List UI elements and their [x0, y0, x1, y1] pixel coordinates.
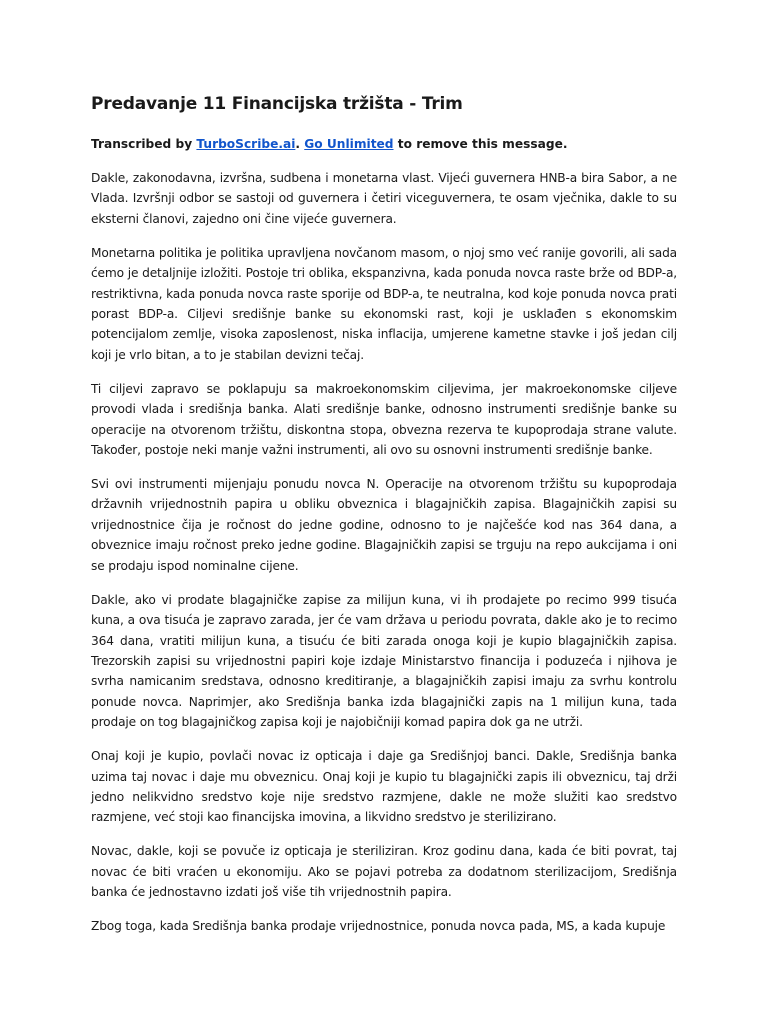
document-page [91, 92, 677, 950]
paragraph: Dakle, zakonodavna, izvršna, sudbena i monetarna vlast. Vijeći guvernera HNB-a bira Sabor, a ne Vlada. Izvršnji odbor se sastoji od guvernera i četiri viceguvernera, te osam vječnika, dakle to su eksterni članovi, zajedno oni čine vijeće guvernera. [91, 171, 677, 226]
paragraph: Dakle, ako vi prodate blagajničke zapise za milijun kuna, vi ih prodajete po recimo 999 tisuća kuna, a ova tisuća je zapravo zarada, jer će vam država u periodu povrata, dakle ako je to recimo 364 dana, vratiti milijun kuna, a tisuću će biti zarada onoga koji je kupio blagajničkih zapisa. Trezorskih zapisi su vrijednostni papiri koje izdaje Ministarstvo financija i poduzeća i njihova je svrha namicanim sredstava, odnosno kreditiranje, a blagajničkih zapisi imaju za svrhu kontrolu ponude novca. Naprimjer, ako Središnja banka izda blagajnički zapis na 1 milijun kuna, tada prodaje on tog blagajničkog zapisa koji je najobičniji komad papira dok ga ne utrži. [91, 592, 677, 730]
go-unlimited-link[interactable]: Go Unlimited [304, 137, 394, 151]
turboscribe-link[interactable]: TurboScribe.ai [196, 137, 296, 151]
paragraph: Ti ciljevi zapravo se poklapuju sa makroekonomskim ciljevima, jer makroekonomske ciljeve provodi vlada i središnja banka. Alati središnje banke, odnosno instrumenti središnje banke su operacije na otvorenom tržištu, diskontna stopa, obvezna rezerva te kupoprodaja strane valute. Također, postoje neki manje važni instrumenti, ali ovo su osnovni instrumenti središnje banke. [91, 381, 677, 458]
transcription-notice [91, 134, 677, 154]
paragraph: Zbog toga, kada Središnja banka prodaje vrijednostnice, ponuda novca pada, MS, a kada kupuje [91, 919, 666, 934]
notice-prefix: Transcribed by [91, 137, 197, 151]
notice-middle: . [295, 137, 305, 151]
notice-suffix: to remove this message. [393, 137, 568, 151]
paragraph: Novac, dakle, koji se povuče iz opticaja je steriliziran. Kroz godinu dana, kada će biti povrat, taj novac će biti vraćen u ekonomiju. Ako se pojavi potreba za dodatnom sterilizacijom, Središnja banka će jednostavno izdati još više tih vrijednostnih papira. [91, 844, 677, 900]
paragraph: Onaj koji je kupio, povlači novac iz opticaja i daje ga Središnjoj banci. Dakle, Središnja banka uzima taj novac i daje mu obveznicu. Onaj koji je kupio tu blagajnički zapis ili obveznicu, taj drži jedno nelikvidno sredstvo koje nije sredstvo razmjene, dakle ne može služiti kao sredstvo razmjene, već stoji kao financijska imovina, a likvidno sredstvo je sterilizirano. [91, 749, 677, 825]
paragraph: Monetarna politika je politika upravljena novčanom masom, o njoj smo već ranije govorili, ali sada ćemo je detaljnije izložiti. Postoje tri oblika, ekspanzivna, kada ponuda novca raste brže od BDP-a, restriktivna, kada ponuda novca raste sporije od BDP-a, te neutralna, kod koje ponuda novca prati porast BDP-a. Ciljevi središnje banke su ekonomski rast, koji je usklađen s ekonomskim potencijalom zemlje, visoka zaposlenost, niska inflacija, umjerene kametne stavke i još jedan cilj koji je vrlo bitan, a to je stabilan devizni tečaj. [91, 245, 677, 362]
paragraph: Svi ovi instrumenti mijenjaju ponudu novca N. Operacije na otvorenom tržištu su kupoprodaja državnih vrijednostnih papira u obliku obveznica i blagajničkih zapisa. Blagajničkih zapisi su vrijednostnice čija je ročnost do jedne godine, odnosno to je najčešće kod nas 364 dana, a obveznice imaju ročnost preko jedne godine. Blagajničkih zapisi se trguju na repo aukcijama i oni se prodaju ispod nominalne cijene. [91, 477, 677, 573]
document-title: Predavanje 11 Financijska tržišta - Trim [91, 94, 463, 114]
